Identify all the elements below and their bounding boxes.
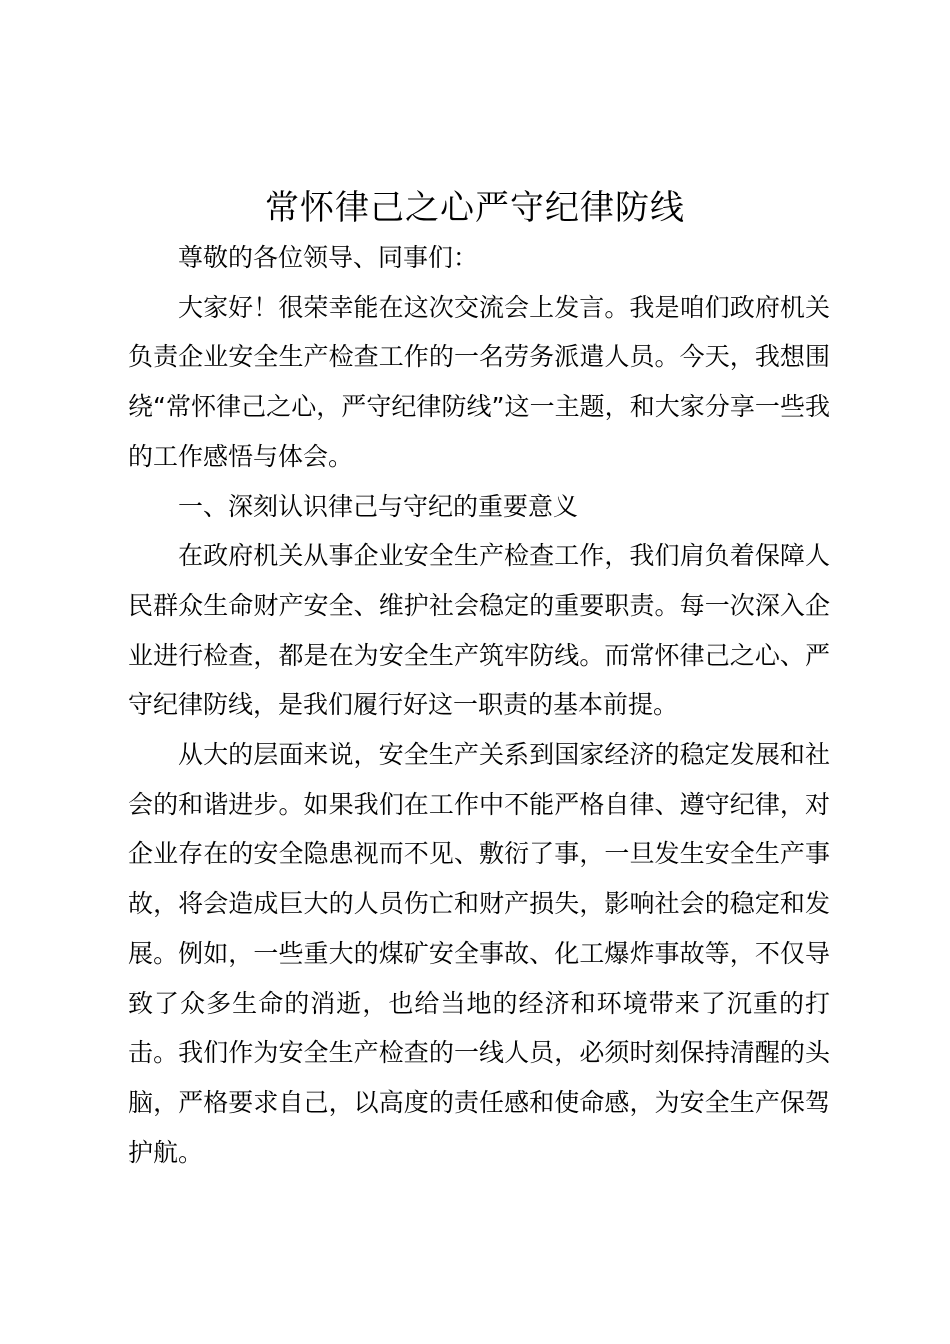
document-body — [128, 233, 830, 1177]
body-paragraph: 在政府机关从事企业安全生产检查工作，我们肩负着保障人民群众生命财产安全、维护社会稳定的重要职责。每一次深入企业进行检查，都是在为安全生产筑牢防线。而常怀律己之心、严守纪律防线，是我们履行好这一职责的基本前提。 — [128, 541, 830, 720]
body-paragraph: 从大的层面来说，安全生产关系到国家经济的稳定发展和社会的和谐进步。如果我们在工作中不能严格自律、遵守纪律，对企业存在的安全隐患视而不见、敷衍了事，一旦发生安全生产事故，将会造成巨大的人员伤亡和财产损失，影响社会的稳定和发展。例如，一些重大的煤矿安全事故、化工爆炸事故等，不仅导致了众多生命的消逝，也给当地的经济和环境带来了沉重的打击。我们作为安全生产检查的一线人员，必须时刻保持清醒的头脑，严格要求自己，以高度的责任感和使命感，为安全生产保驾护航。 — [128, 740, 830, 1167]
body-paragraph: 大家好！很荣幸能在这次交流会上发言。我是咱们政府机关负责企业安全生产检查工作的一名劳务派遣人员。今天，我想围绕“常怀律己之心，严守纪律防线”这一主题，和大家分享一些我的工作感悟与体会。 — [128, 292, 830, 471]
salutation-paragraph: 尊敬的各位领导、同事们： — [178, 243, 479, 272]
section-heading: 一、深刻认识律己与守纪的重要意义 — [178, 491, 579, 521]
document-title: 常怀律己之心严守纪律防线 — [265, 188, 685, 228]
